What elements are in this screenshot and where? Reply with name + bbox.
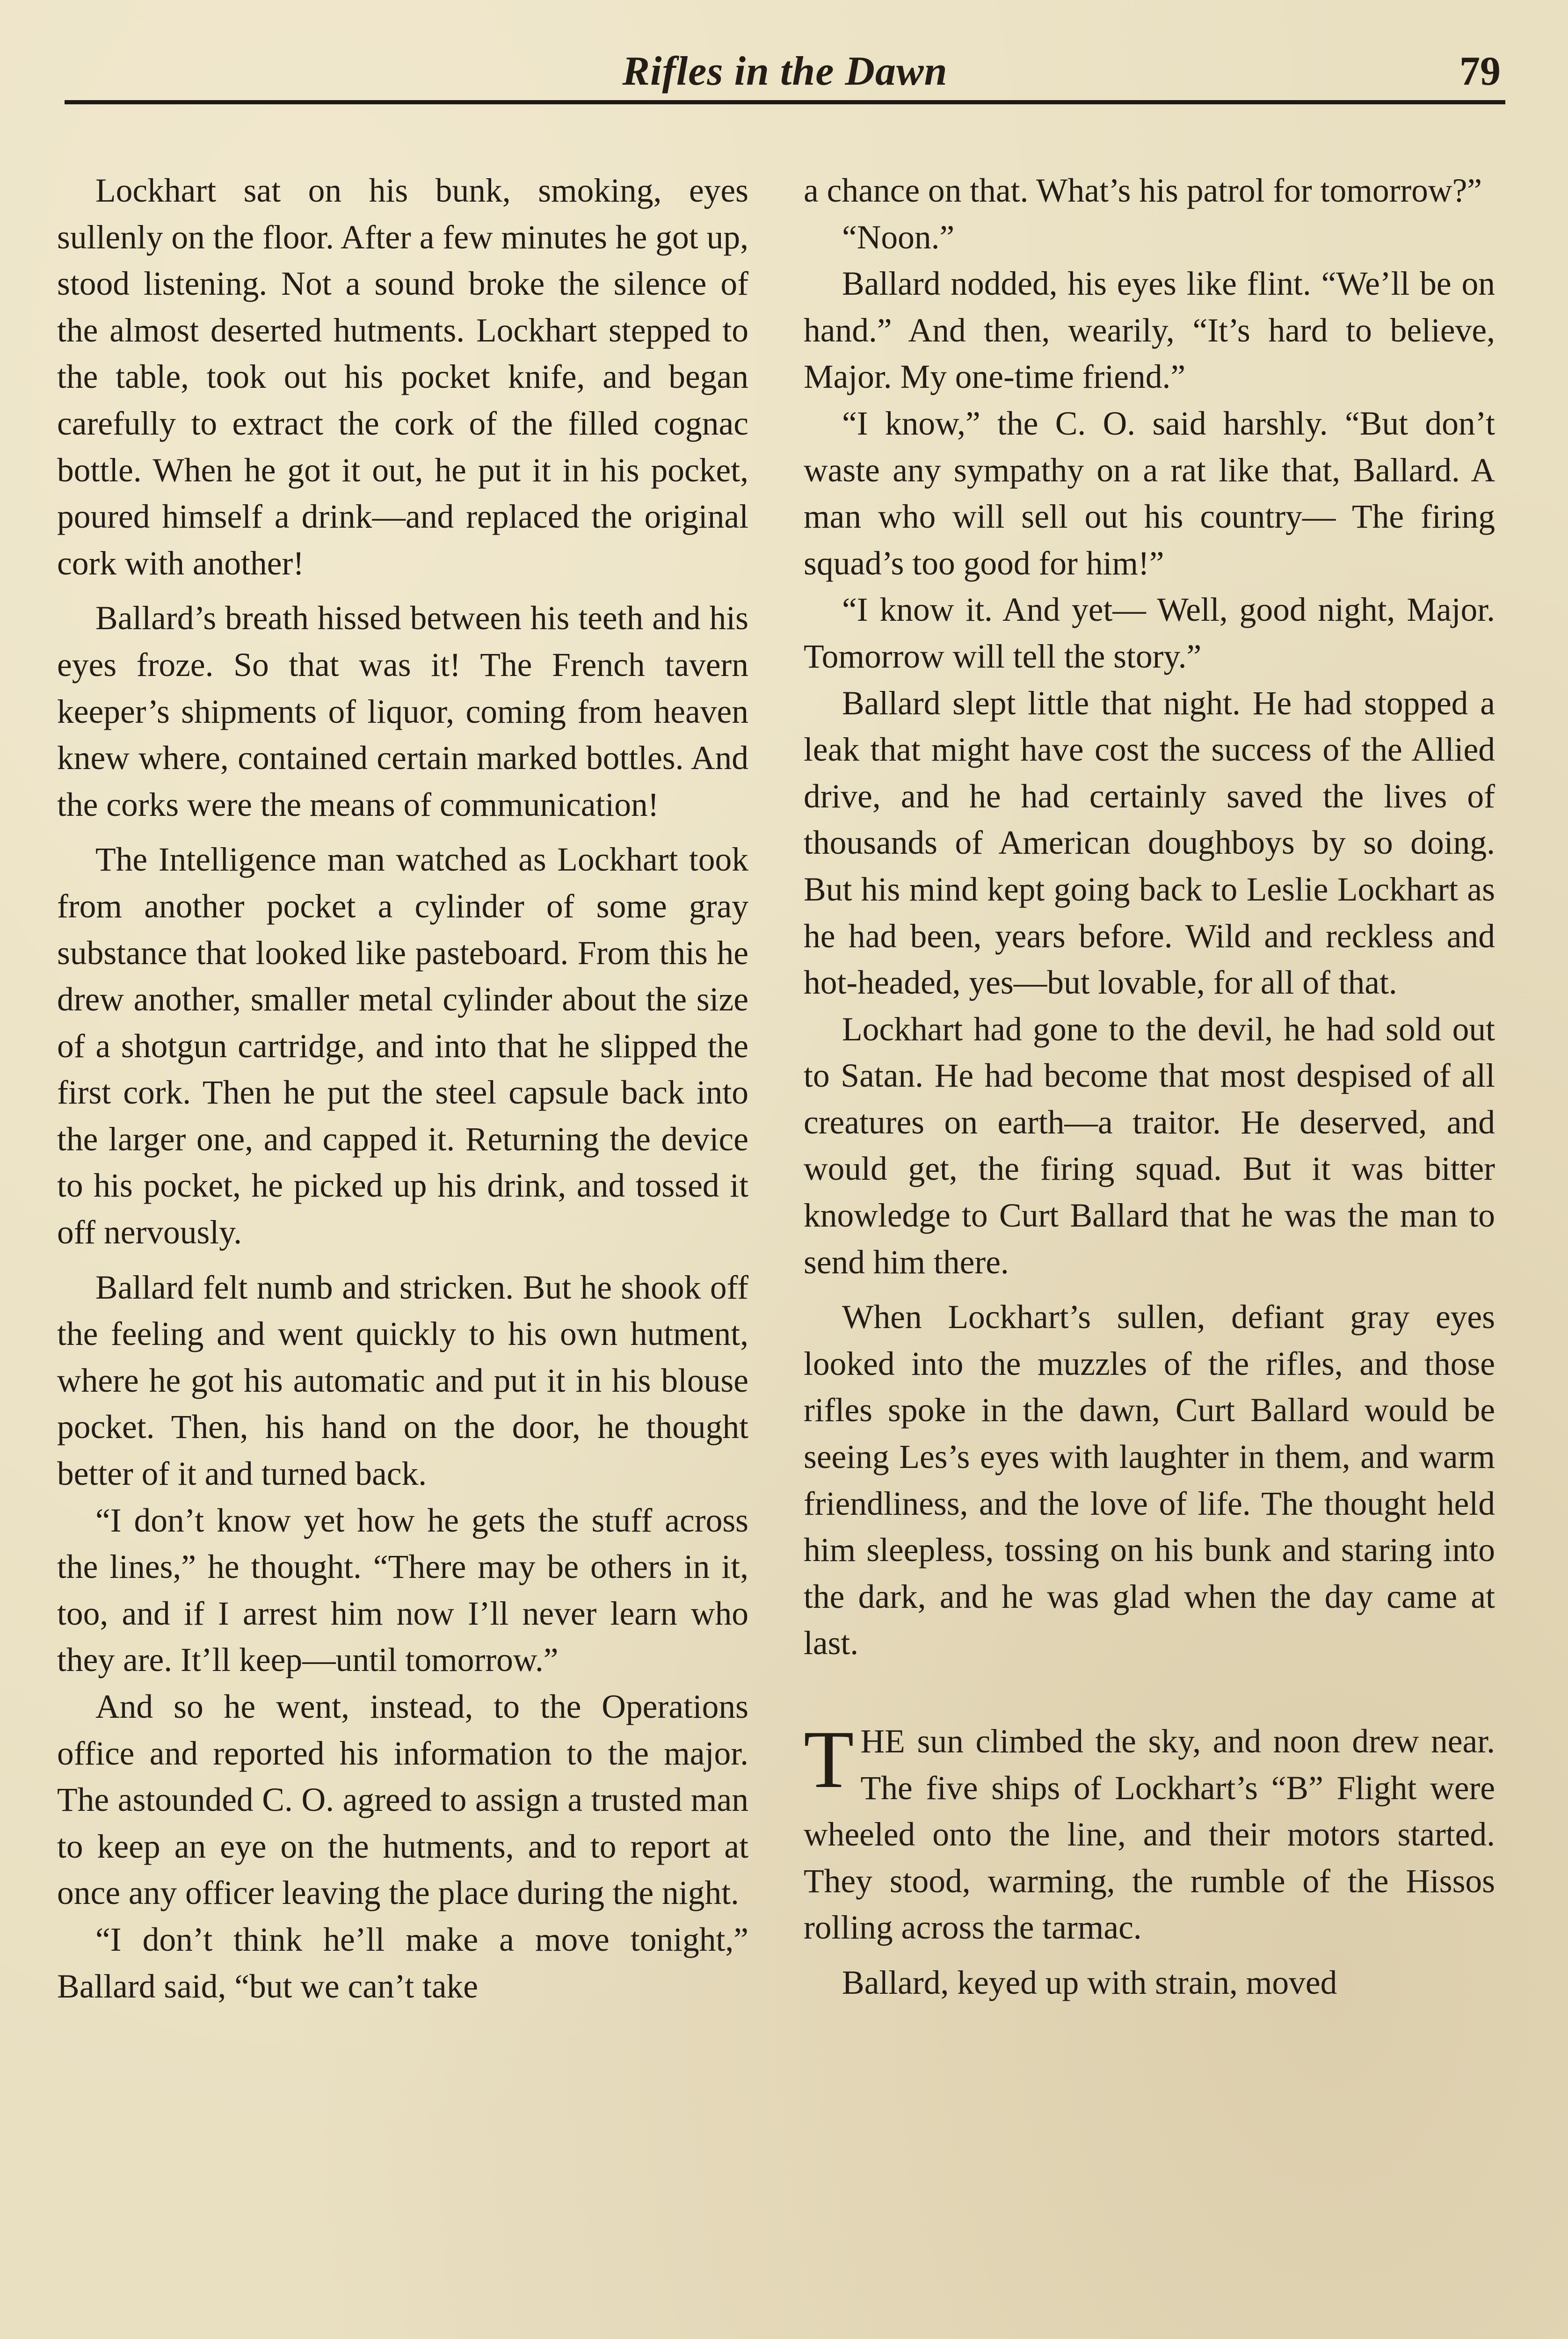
paragraph: When Lockhart’s sullen, defiant gray eyes looked into the muzzles of the rifles, and those rifles spoke in the dawn, Curt Ballard would be seeing Les’s eyes with laughter in them, and warm friendliness, and the love of life. The thought held him sleepless, tossing on his bunk and staring into the dark, and he was glad when the day came at last. bbox=[804, 1299, 1495, 1662]
paragraph: Ballard slept little that night. He had stopped a leak that might have cost the success of the Allied drive, and he had certainly saved the lives of thousands of American doughboys by so doing. But his mind kept going back to Leslie Lockhart as he had been, years before. Wild and reckless and hot-headed, yes—but lovable, for all of that. bbox=[804, 684, 1495, 1002]
paragraph: And so he went, instead, to the Operations office and reported his information to the major. The astounded C. O. agreed to assign a trusted man to keep an eye on the hutments, and to report at once any officer leaving the place during the night. bbox=[57, 1688, 748, 1912]
page-number: 79 bbox=[1459, 49, 1501, 94]
paragraph: Ballard’s breath hissed between his teeth and his eyes froze. So that was it! The French tavern keeper’s shipments of liquor, coming from heaven knew where, contained certain marked bottles. And the corks were the means of communication! bbox=[57, 600, 748, 823]
running-header bbox=[65, 45, 1505, 107]
paragraph: Ballard felt numb and stricken. But he shook off the feeling and went quickly to his own hutment, where he got his automatic and put it in his blouse pocket. Then, his hand on the door, he thought better of it and turned back. bbox=[57, 1269, 748, 1493]
paragraph: Lockhart had gone to the devil, he had sold out to Satan. He had become that most despised of all creatures on earth—a traitor. He deserved, and would get, the firing squad. But it was bitter knowledge to Curt Ballard that he was the man to send him there. bbox=[804, 1010, 1495, 1281]
section-opening-text: sun climbed the sky, and noon drew near. The five ships of Lockhart’s “B” Flight were wheeled onto the line, and their motors started. They stood, warming, the rumble of the Hissos rolling across the tarmac. bbox=[804, 1723, 1495, 1947]
paragraph: “Noon.” bbox=[842, 218, 955, 256]
paragraph: Lockhart sat on his bunk, smoking, eyes sullenly on the floor. After a few minutes he got up, stood listening. Not a sound broke the silence of the almost deserted hutments. Lockhart stepped to the table, took out his pocket knife, and began carefully to extract the cork of the filled cognac bottle. When he got it out, he put it in his pocket, poured himself a drink—and replaced the original cork with another! bbox=[57, 172, 748, 582]
paragraph-continuation: a chance on that. What’s his patrol for tomorrow?” bbox=[804, 172, 1482, 209]
paragraph: “I know,” the C. O. said harshly. “But don’t waste any sympathy on a rat like that, Ballard. A man who will sell out his country— The firing squad’s too good for him!” bbox=[804, 405, 1495, 582]
paragraph: The Intelligence man watched as Lockhart took from another pocket a cylinder of some gray substance that looked like pasteboard. From this he drew another, smaller metal cylinder about the size of a shotgun cartridge, and into that he slipped the first cork. Then he put the steel capsule back into the larger one, and capped it. Returning the device to his pocket, he picked up his drink, and tossed it off nervously. bbox=[57, 841, 748, 1251]
paragraph: “I know it. And yet— Well, good night, Major. Tomorrow will tell the story.” bbox=[804, 591, 1495, 675]
drop-cap: T bbox=[804, 1714, 854, 1805]
paragraph: “I don’t know yet how he gets the stuff across the lines,” he thought. “There may be others in it, too, and if I arrest him now I’ll never learn who they are. It’ll keep—until tomorrow.” bbox=[57, 1502, 748, 1679]
small-caps-lead: HE bbox=[860, 1723, 905, 1760]
section-opening-paragraph bbox=[804, 1714, 1495, 1951]
running-title: Rifles in the Dawn bbox=[622, 49, 948, 94]
paragraph: Ballard nodded, his eyes like flint. “We’ll be on hand.” And then, wearily, “It’s hard to believe, Major. My one-time friend.” bbox=[804, 265, 1495, 396]
paragraph: “I don’t think he’ll make a move tonight,” Ballard said, “but we can’t take bbox=[57, 1921, 748, 2005]
header-rule bbox=[65, 100, 1505, 104]
paragraph: Ballard, keyed up with strain, moved bbox=[842, 1964, 1337, 2001]
right-column bbox=[804, 167, 1495, 2006]
left-column bbox=[57, 167, 748, 2010]
